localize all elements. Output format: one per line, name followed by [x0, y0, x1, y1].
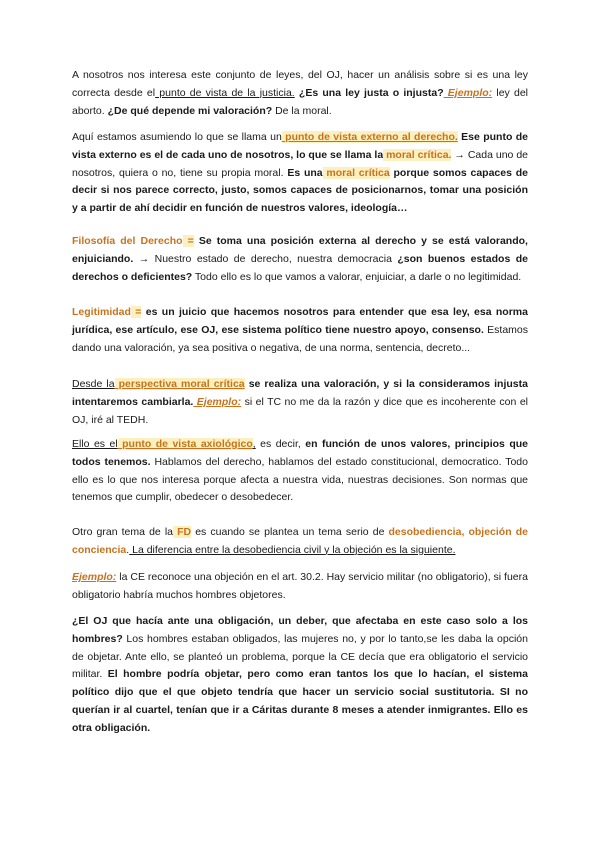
- paragraph-example-objection: [72, 569, 528, 605]
- text: Hablamos del derecho, hablamos del estado constitucional, democratico. Todo ello es lo que nos interesa porque afecta a nuestra vida, nuestras decisiones. Son normas que tenemos que cumplir, obedecer o desobedecer.: [72, 455, 528, 504]
- text: De la moral.: [272, 104, 332, 117]
- highlighted-term: punto de vista externo al derecho.: [281, 131, 458, 143]
- equals-sign: =: [182, 235, 194, 247]
- text: es decir,: [255, 438, 301, 450]
- underlined-text: ,: [252, 438, 256, 450]
- bold-text: Es una: [283, 166, 323, 179]
- underlined-text: La diferencia entre la desobediencia civil y la objeción es la siguiente.: [129, 543, 456, 556]
- highlighted-term: moral crítica: [322, 166, 390, 179]
- paragraph-military-service: [72, 613, 528, 738]
- highlighted-term: punto de vista axiológico: [117, 438, 253, 450]
- underlined-text: punto de vista de la justicia.: [155, 86, 295, 99]
- bold-text: se realiza una valoración, y si la consideramos injusta intentaremos cambiarla.: [72, 378, 528, 408]
- paragraph-critical-moral: [72, 376, 528, 429]
- text: A nosotros nos interesa este conjunto de leyes, del OJ, hacer un análisis sobre si es una ley correcta desde el: [72, 69, 528, 99]
- highlighted-term: moral crítica.: [383, 148, 452, 161]
- highlighted-term: perspectiva moral crítica: [114, 378, 245, 390]
- term-label: Filosofía del Derecho: [72, 235, 183, 247]
- bold-question: ¿El OJ que hacía ante una obligación, un deber, que afectaba en este caso solo a los hombres?: [72, 615, 528, 645]
- bold-question: ¿son buenos estados de derechos o deficientes?: [72, 252, 528, 283]
- text: Aquí estamos asumiendo lo que se llama un: [72, 131, 282, 143]
- bold-question: ¿De qué depende mi valoración?: [104, 104, 273, 117]
- paragraph-justice-analysis: [72, 67, 528, 120]
- bold-text: El hombre podría objetar, pero como eran tantos los que lo hacían, el sistema político dijo que el que objeto tendría que hacer un servicio social sustitutoria. SI no querían ir al cuartel, tenían que ir a Cáritas durante 8 meses a atender inmigrantes. Ello es otra obligación.: [72, 668, 528, 734]
- equals-sign: =: [130, 306, 142, 318]
- example-label: Ejemplo:: [443, 86, 493, 99]
- underlined-text: Desde la: [72, 378, 115, 390]
- bold-text: Se toma una posición externa al derecho y se está valorando, enjuiciando.: [72, 235, 528, 265]
- paragraph-external-view: [72, 129, 528, 218]
- text: .: [126, 543, 130, 556]
- text: → Nuestro estado de derecho, nuestra democracia: [133, 252, 392, 265]
- text: Estamos dando una valoración, ya sea positiva o negativa, de una norma, sentencia, decreto...: [72, 323, 529, 354]
- text: Todo ello es lo que vamos a valorar, enjuiciar, a darle o no legitimidad.: [192, 270, 522, 283]
- example-label: Ejemplo:: [193, 395, 242, 408]
- bold-text: es un juicio que hacemos nosotros para entender que esa ley, esa norma jurídica, ese artículo, ese OJ, ese sistema político tiene nuestro apoyo, consenso.: [72, 306, 528, 336]
- text: es cuando se plantea un tema serio de: [191, 526, 385, 538]
- paragraph-disobedience: [72, 524, 528, 560]
- bold-text: porque somos capaces de decir si nos parece correcto, justo, somos capaces de posicionarnos, tomar una posición y a partir de ahí decidir en función de nuestros valores, ideología…: [72, 166, 528, 215]
- underlined-text: Ello es el: [72, 438, 118, 450]
- highlighted-term: FD: [173, 526, 192, 538]
- term-label: Legitimidad: [72, 306, 131, 318]
- paragraph-philosophy-of-law: [72, 233, 528, 286]
- text: Los hombres estaban obligados, las mujeres no, y por lo tanto,se les daba la opción de objetar. Ante ello, se planteó un problema, porque la CE decía que era obligatorio el servicio militar.: [72, 632, 528, 681]
- text: la CE reconoce una objeción en el art. 30.2. Hay servicio militar (no obligatorio), si fuera obligatorio habría muchos hombres objetores.: [72, 571, 528, 601]
- highlighted-term: desobediencia, objeción de conciencia: [72, 526, 528, 556]
- text: Otro gran tema de la: [72, 526, 174, 538]
- example-label: Ejemplo:: [72, 571, 117, 583]
- text: → Cada uno de nosotros, quiera o no, tiene su propia moral.: [72, 148, 528, 179]
- bold-question: ¿Es una ley justa o injusta?: [294, 86, 444, 99]
- text: si el TC no me da la razón y dice que es incoherente con el OJ, iré al TEDH.: [72, 395, 528, 426]
- paragraph-axiological: [72, 436, 528, 507]
- text: ley del aborto.: [72, 86, 528, 117]
- bold-text: en función de unos valores, principios que todos tenemos.: [72, 438, 529, 468]
- bold-text: Ese punto de vista externo es el de cada uno de nosotros, lo que se llama la: [72, 131, 529, 161]
- paragraph-legitimacy: [72, 304, 528, 357]
